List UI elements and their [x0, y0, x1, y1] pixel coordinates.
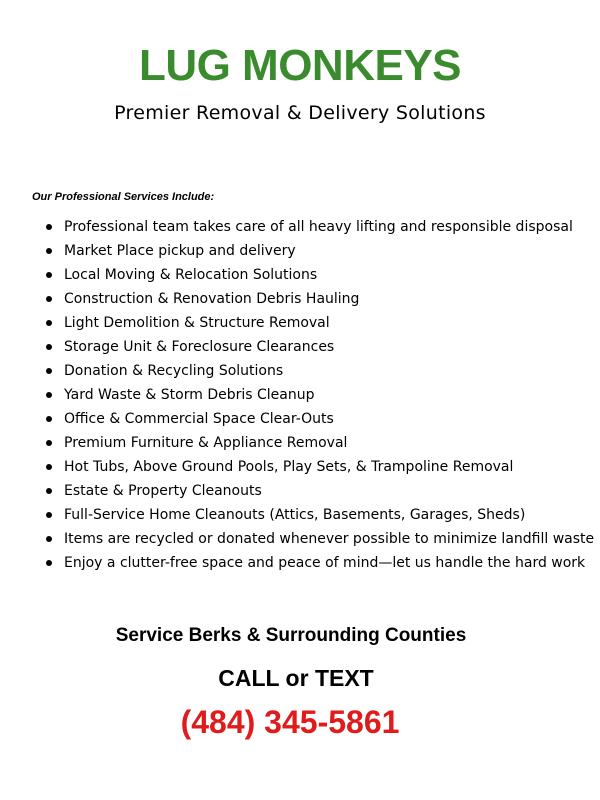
service-item — [0, 311, 600, 335]
service-item-label: Estate & Property Cleanouts — [64, 483, 262, 499]
tagline: Premier Removal & Delivery Solutions — [114, 102, 486, 124]
service-item-label: Light Demolition & Structure Removal — [64, 315, 330, 331]
service-item-label: Enjoy a clutter-free space and peace of mind—let us handle the hard work — [64, 555, 586, 571]
bullet-icon — [46, 320, 52, 326]
bullet-icon — [46, 512, 52, 518]
bullet-icon — [46, 440, 52, 446]
services-list — [0, 215, 600, 575]
service-item — [0, 479, 600, 503]
phone-number[interactable]: (484) 345-5861 — [180, 704, 400, 740]
bullet-icon — [46, 296, 52, 302]
bullet-icon — [46, 488, 52, 494]
service-item — [0, 527, 600, 551]
service-item — [0, 263, 600, 287]
service-item-label: Premium Furniture & Appliance Removal — [64, 435, 348, 451]
service-item-label: Yard Waste & Storm Debris Cleanup — [64, 387, 315, 403]
bullet-icon — [46, 272, 52, 278]
bullet-icon — [46, 392, 52, 398]
service-item — [0, 287, 600, 311]
service-item-label: Market Place pickup and delivery — [64, 243, 296, 259]
service-item-label: Donation & Recycling Solutions — [64, 363, 284, 379]
brand-title: LUG MONKEYS — [138, 41, 462, 90]
service-item — [0, 215, 600, 239]
service-area-text: Service Berks & Surrounding Counties — [115, 625, 467, 646]
service-item — [0, 551, 600, 575]
service-item-label: Construction & Renovation Debris Hauling — [64, 291, 360, 307]
service-item — [0, 383, 600, 407]
bullet-icon — [46, 464, 52, 470]
service-item — [0, 239, 600, 263]
bullet-icon — [46, 536, 52, 542]
service-item — [0, 407, 600, 431]
service-item-label: Professional team takes care of all heavy lifting and responsible disposal — [64, 219, 573, 235]
service-item-label: Storage Unit & Foreclosure Clearances — [64, 339, 335, 355]
call-or-text-heading: CALL or TEXT — [218, 665, 374, 691]
service-item-label: Full-Service Home Cleanouts (Attics, Basements, Garages, Sheds) — [64, 507, 526, 523]
service-item — [0, 503, 600, 527]
service-item — [0, 455, 600, 479]
bullet-icon — [46, 344, 52, 350]
bullet-icon — [46, 224, 52, 230]
service-item-label: Items are recycled or donated whenever possible to minimize landfill waste — [64, 531, 595, 547]
service-item — [0, 359, 600, 383]
service-item — [0, 431, 600, 455]
bullet-icon — [46, 560, 52, 566]
bullet-icon — [46, 368, 52, 374]
service-item-label: Local Moving & Relocation Solutions — [64, 267, 318, 283]
service-item-label: Office & Commercial Space Clear-Outs — [64, 411, 334, 427]
service-item — [0, 335, 600, 359]
services-heading: Our Professional Services Include: — [32, 191, 215, 203]
bullet-icon — [46, 248, 52, 254]
bullet-icon — [46, 416, 52, 422]
service-item-label: Hot Tubs, Above Ground Pools, Play Sets, & Trampoline Removal — [64, 459, 514, 475]
